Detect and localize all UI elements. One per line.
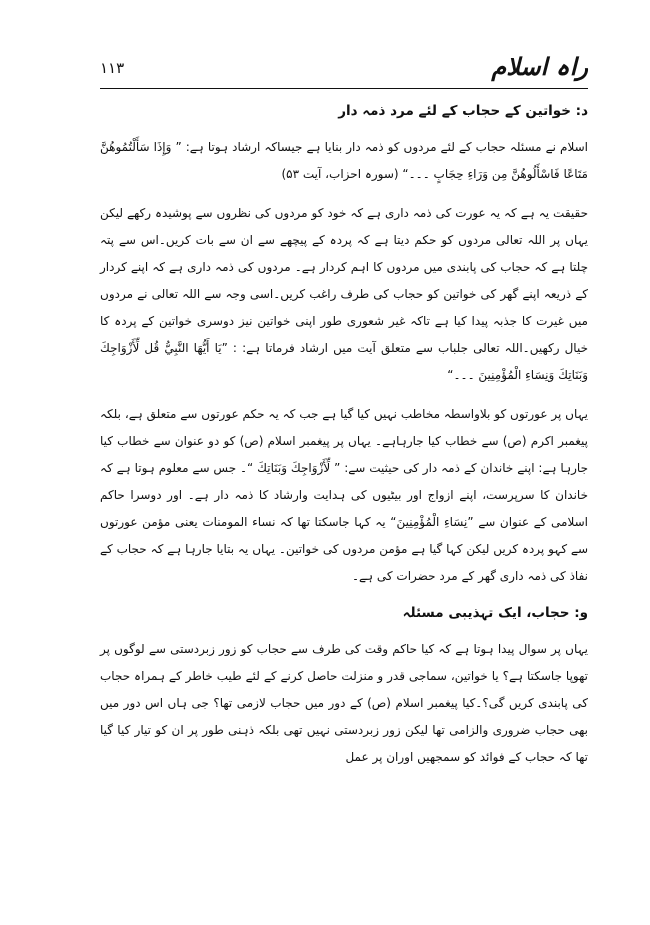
page-number: ۱۱۳ bbox=[100, 59, 125, 77]
page-header bbox=[100, 52, 588, 86]
section-heading-w: و: حجاب، ایک تہذیبی مسئلہ bbox=[402, 605, 588, 621]
paragraph: یہاں پر سوال پیدا ہوتا ہے کہ کیا حاکم وقت کی طرف سے حجاب کو زور زبردستی سے لوگوں پر تھوپا جاسکتا ہے؟ یا خواتین، سماجی قدر و منزلت حاصل کرنے کے لئے طیب خاطر کے ہمراہ حجاب کی پابندی کریں گی؟۔کیا پیغمبر اسلام (ص) کے دور میں حجاب لازمی تھا؟ جی ہاں اس دور میں بھی حجاب ضروری والزامی تھا لیکن زور زبردستی نہیں تھی بلکہ ذہنی طور پر ان کو تیار کیا گیا تھا کہ حجاب کے فوائد کو سمجھیں اوران پر عمل bbox=[100, 642, 588, 764]
paragraph: اسلام نے مسئلہ حجاب کے لئے مردوں کو ذمہ دار بنایا ہے جیساکہ ارشاد ہوتا ہے: ” وَإِذَا سَأَلْتُمُوهُنَّ مَتَاعًا فَاسْأَلُوهُنَّ مِن وَرَاءِ حِجَابٍ ۔۔۔“ (سورہ احزاب، آیت ۵۳) bbox=[100, 140, 588, 181]
page-body bbox=[100, 100, 588, 783]
paragraph: یہاں پر عورتوں کو بلاواسطہ مخاطب نہیں کیا گیا ہے جب کہ یہ حکم عورتوں سے متعلق ہے، بلکہ پیغمبر اکرم (ص) سے خطاب کیا جارہاہے۔ یہاں پر پیغمبر اسلام (ص) کو دو عنوان سے خطاب کیا جارہا ہے: اپنے خاندان کے ذمہ دار کی حیثیت سے: ” لِّأَزْوَاجِكَ وَبَنَاتِكَ “۔ جس سے معلوم ہوتا ہے کہ خاندان کا سرپرست، اپنے ازواج اور بیٹیوں کی ہدایت وارشاد کا ذمہ دار ہے۔ اور دوسرا حاکم اسلامی کے عنوان سے ”نِسَاءِ الْمُؤْمِنِينَ“ یہ کہا جاسکتا تھا کہ نساء المومنات یعنی مؤمن عورتوں سے کہو پردہ کریں لیکن کہا گیا ہے مؤمن مردوں کی خواتین۔ یہاں یہ بتایا جارہا ہے کہ حجاب کے نفاذ کی ذمہ داری گھر کے مرد حضرات کی ہے۔ bbox=[100, 407, 588, 583]
section-heading-d: د: خواتین کے حجاب کے لئے مرد ذمہ دار bbox=[338, 103, 588, 119]
header-divider bbox=[100, 88, 588, 89]
book-title: راہ اسلام bbox=[491, 53, 588, 81]
paragraph: حقیقت یہ ہے کہ یہ عورت کی ذمہ داری ہے کہ خود کو مردوں کی نظروں سے پوشیدہ رکھے لیکن یہاں پر اللہ تعالی مردوں کو حکم دیتا ہے کہ پردہ کے پیچھے سے ان سے بات کریں۔اس سے پتہ چلتا ہے کہ حجاب کی پابندی میں مردوں کا اہم کردار ہے۔ مردوں کی ذمہ داری ہے کہ اپنے کردار کے ذریعہ اپنے گھر کی خواتین کو حجاب کی طرف راغب کریں۔اسی وجہ سے اللہ تعالی نے مردوں میں غیرت کا جذبہ پیدا کیا ہے تاکہ غیر شعوری طور اپنی خواتین نیز دوسری خواتین کے پردہ کا خیال رکھیں۔اللہ تعالی جلباب سے متعلق آیت میں ارشاد فرماتا ہے: : ”يَا أَيُّهَا النَّبِيُّ قُل لِّأَزْوَاجِكَ وَبَنَاتِكَ وَنِسَاءِ الْمُؤْمِنِينَ ۔۔۔“ bbox=[100, 206, 588, 382]
